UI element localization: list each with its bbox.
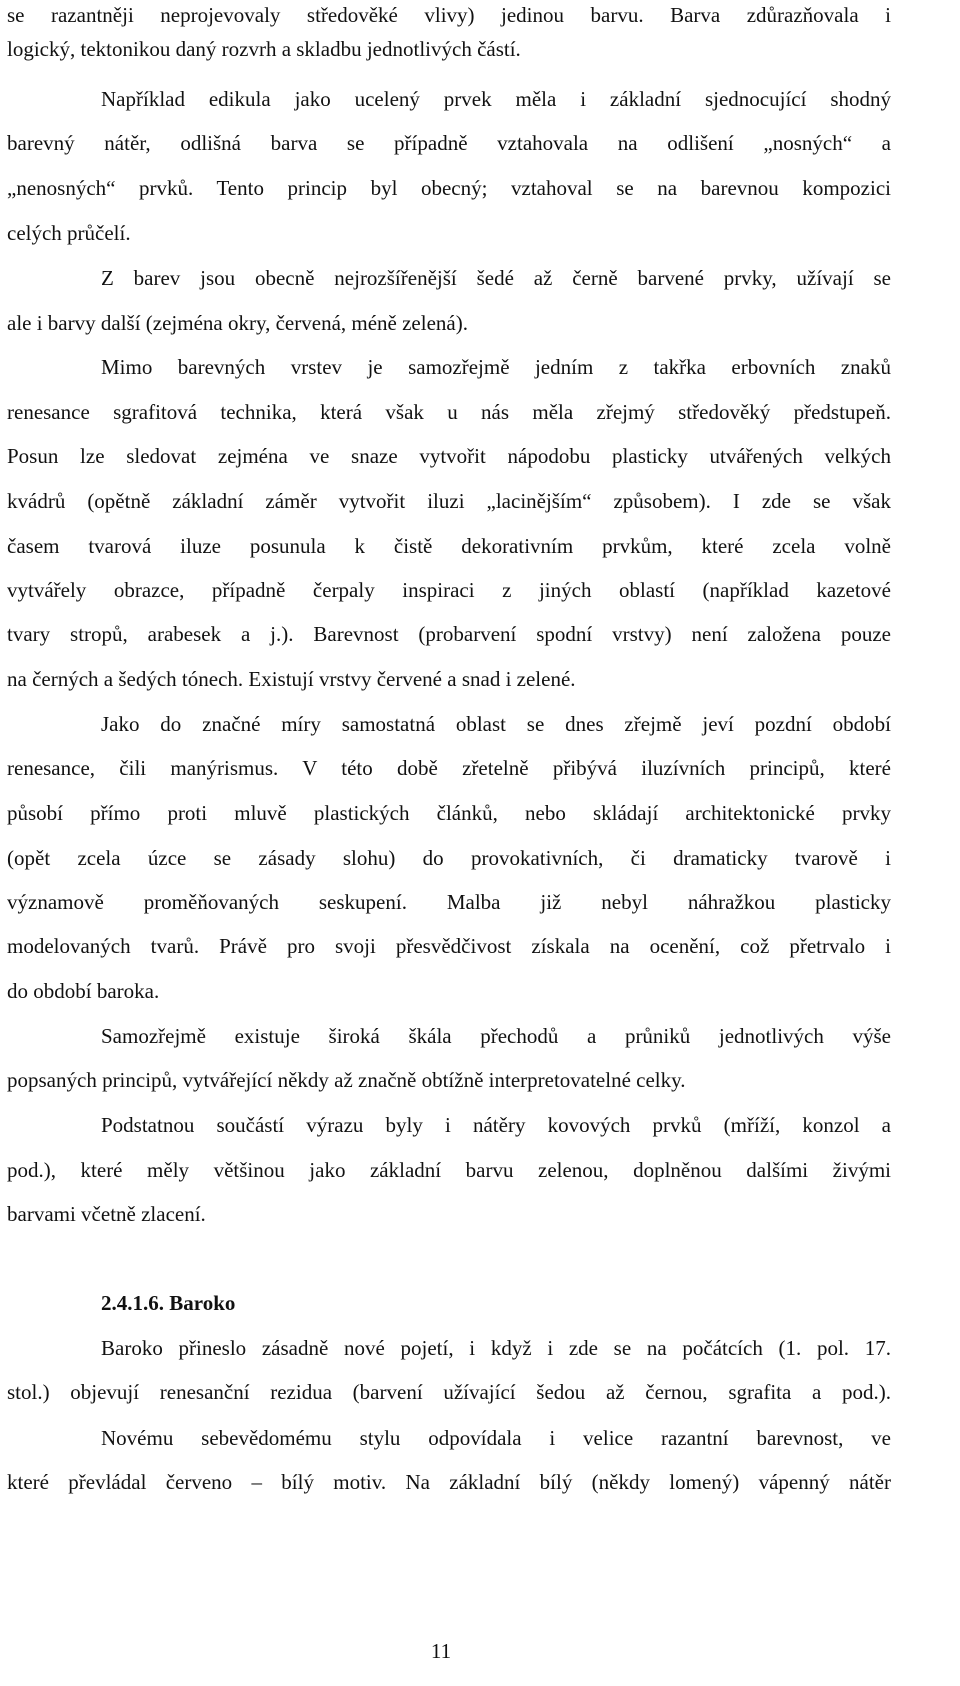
text-line: barvami včetně zlacení. xyxy=(7,1202,206,1226)
text-line: ale i barvy další (zejména okry, červená, méně zelená). xyxy=(7,311,468,335)
text-line: Například edikula jako ucelený prvek měla i základní sjednocující shodný xyxy=(101,87,891,111)
text-line: Jako do značné míry samostatná oblast se dnes zřejmě jeví pozdní období xyxy=(101,712,891,736)
text-line: (opět zcela úzce se zásady slohu) do provokativních, či dramaticky tvarově i xyxy=(7,846,891,870)
text-line: se razantněji neprojevovaly středověké vlivy) jedinou barvu. Barva zdůrazňovala i xyxy=(7,3,891,27)
text-line: Posun lze sledovat zejména ve snaze vytvořit nápodobu plasticky utvářených velkých xyxy=(7,444,891,468)
text-line: celých průčelí. xyxy=(7,221,131,245)
text-line: působí přímo proti mluvě plastických článků, nebo skládají architektonické prvky xyxy=(7,801,891,825)
text-line: významově proměňovaných seskupení. Malba již nebyl náhražkou plasticky xyxy=(7,890,891,914)
text-line: na černých a šedých tónech. Existují vrstvy červené a snad i zelené. xyxy=(7,667,576,691)
text-line: kvádrů (opětně základní záměr vytvořit iluzi „lacinějším“ způsobem). I zde se však xyxy=(7,489,891,513)
text-line: Podstatnou součástí výrazu byly i nátěry kovových prvků (mříží, konzol a xyxy=(101,1113,891,1137)
text-line: renesance sgrafitová technika, která však u nás měla zřejmý středověký předstupeň. xyxy=(7,400,891,424)
text-line: tvary stropů, arabesek a j.). Barevnost (probarvení spodní vrstvy) není založena pouze xyxy=(7,622,891,646)
text-line: Mimo barevných vrstev je samozřejmě jedním z takřka erbovních znaků xyxy=(101,355,891,379)
text-line: renesance, čili manýrismus. V této době zřetelně přibývá iluzívních principů, které xyxy=(7,756,891,780)
text-line: Samozřejmě existuje široká škála přechodů a průniků jednotlivých výše xyxy=(101,1024,891,1048)
text-line: stol.) objevují renesanční rezidua (barvení užívající šedou až černou, sgrafita a pod.). xyxy=(7,1380,891,1404)
text-line: barevný nátěr, odlišná barva se případně vztahovala na odlišení „nosných“ a xyxy=(7,131,891,155)
text-line: modelovaných tvarů. Právě pro svoji přesvědčivost získala na ocenění, což přetrvalo i xyxy=(7,934,891,958)
text-line: „nenosných“ prvků. Tento princip byl obecný; vztahoval se na barevnou kompozici xyxy=(7,176,891,200)
text-line: Novému sebevědomému stylu odpovídala i velice razantní barevnost, ve xyxy=(101,1426,891,1450)
text-line: logický, tektonikou daný rozvrh a skladbu jednotlivých částí. xyxy=(7,37,521,61)
text-line: které převládal červeno – bílý motiv. Na základní bílý (někdy lomený) vápenný nátěr xyxy=(7,1470,891,1494)
page-number: 11 xyxy=(430,1639,452,1663)
text-line: pod.), které měly většinou jako základní barvu zelenou, doplněnou dalšími živými xyxy=(7,1158,891,1182)
text-line: časem tvarová iluze posunula k čistě dekorativním prvkům, které zcela volně xyxy=(7,534,891,558)
text-line: Baroko přineslo zásadně nové pojetí, i když i zde se na počátcích (1. pol. 17. xyxy=(101,1336,891,1360)
section-heading: 2.4.1.6. Baroko xyxy=(101,1291,236,1315)
text-line: popsaných principů, vytvářející někdy až značně obtížně interpretovatelné celky. xyxy=(7,1068,686,1092)
text-line: Z barev jsou obecně nejrozšířenější šedé až černě barvené prvky, užívají se xyxy=(101,266,891,290)
text-line: do období baroka. xyxy=(7,979,160,1003)
text-line: vytvářely obrazce, případně čerpaly inspiraci z jiných oblastí (například kazetové xyxy=(7,578,891,602)
